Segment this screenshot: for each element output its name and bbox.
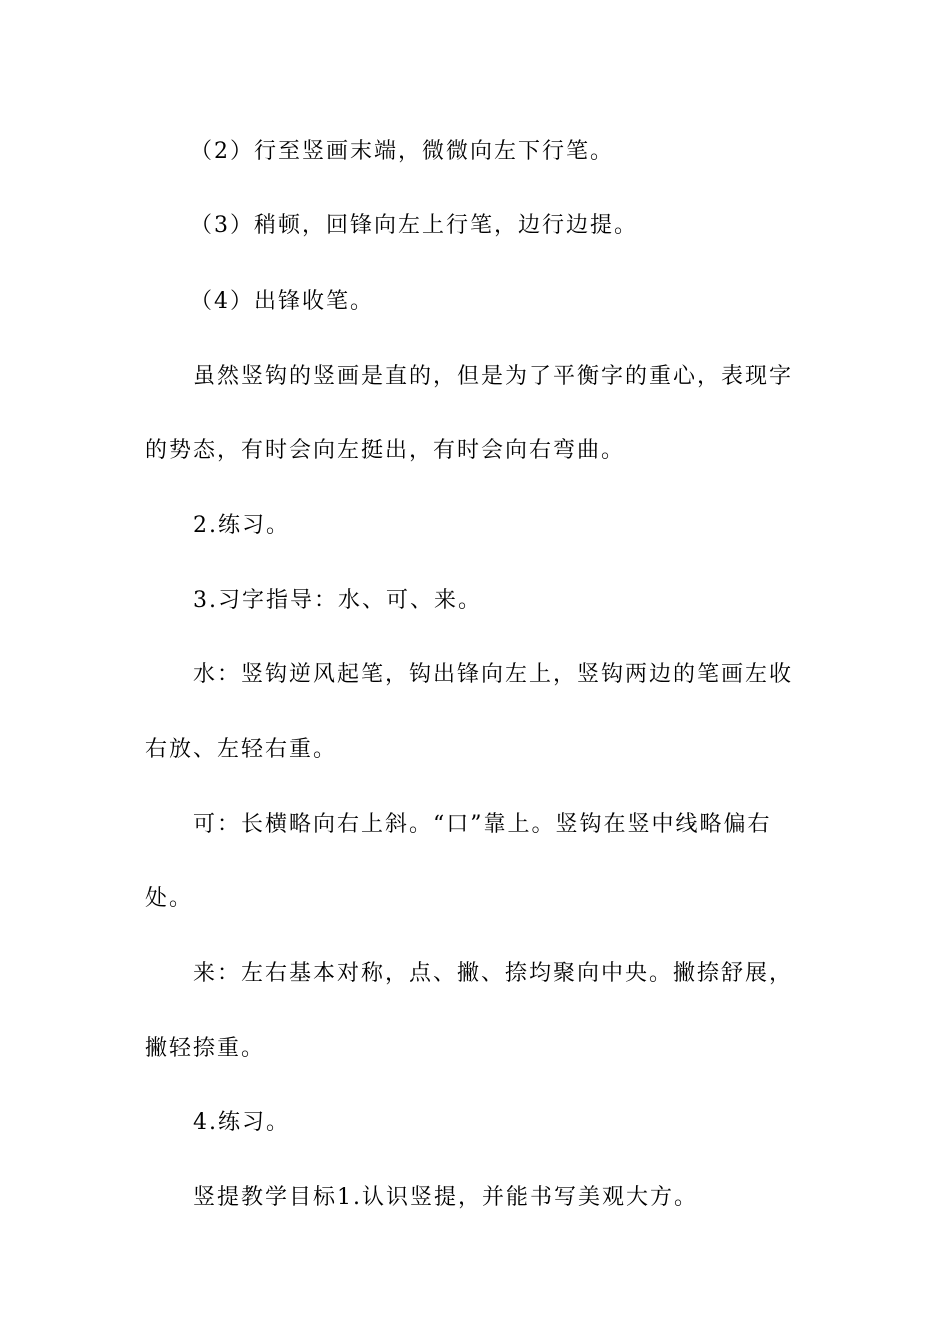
paragraph-line: 虽然竖钩的竖画是直的，但是为了平衡字的重心，表现字 xyxy=(193,364,794,389)
paragraph-line: 的势态，有时会向左挺出，有时会向右弯曲。 xyxy=(145,438,626,463)
paragraph-line: 撇轻捺重。 xyxy=(145,1036,266,1061)
paragraph-line: 水：竖钩逆风起笔，钩出锋向左上，竖钩两边的笔画左收 xyxy=(193,662,794,687)
paragraph-line: 来：左右基本对称，点、撇、捺均聚向中央。撇捺舒展， xyxy=(193,961,794,986)
paragraph-line: （2）行至竖画末端，微微向左下行笔。 xyxy=(190,139,614,164)
paragraph-line: 右放、左轻右重。 xyxy=(145,737,338,762)
paragraph-line: 竖提教学目标1.认识竖提，并能书写美观大方。 xyxy=(193,1185,698,1210)
paragraph-line: 3.习字指导：水、可、来。 xyxy=(193,588,482,613)
paragraph-line: （4）出锋收笔。 xyxy=(190,289,374,314)
paragraph-line: 2.练习。 xyxy=(193,513,290,538)
paragraph-line: （3）稍顿，回锋向左上行笔，边行边提。 xyxy=(190,213,638,238)
paragraph-line: 处。 xyxy=(145,886,194,911)
paragraph-line: 可：长横略向右上斜。“口”靠上。竖钩在竖中线略偏右 xyxy=(193,812,772,837)
paragraph-line: 4.练习。 xyxy=(193,1110,290,1135)
